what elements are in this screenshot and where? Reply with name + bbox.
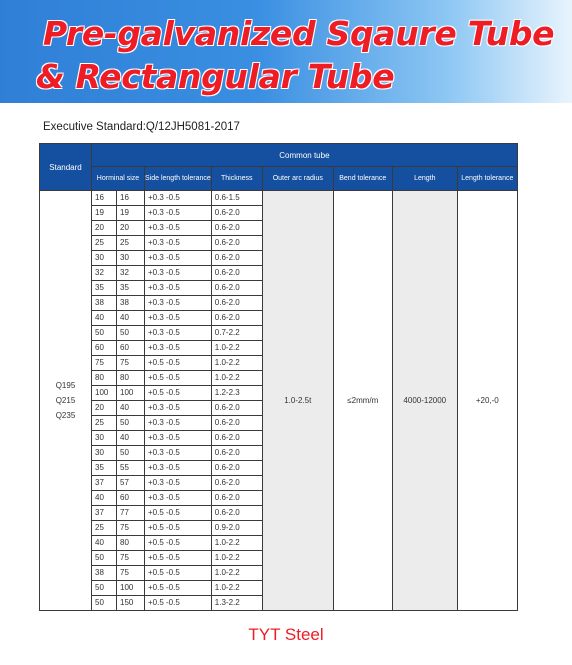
spec-table-body <box>40 191 518 611</box>
cell-size-b: 75 <box>117 521 145 536</box>
cell-thickness: 0.6-2.0 <box>211 476 262 491</box>
cell-thickness: 1.0-2.2 <box>211 551 262 566</box>
cell-size-a: 38 <box>92 296 117 311</box>
cell-thickness: 1.0-2.2 <box>211 581 262 596</box>
cell-thickness: 0.6-2.0 <box>211 266 262 281</box>
cell-size-b: 50 <box>117 416 145 431</box>
cell-side-tolerance: +0.3 -0.5 <box>145 491 212 506</box>
cell-side-tolerance: +0.5 -0.5 <box>145 536 212 551</box>
cell-side-tolerance: +0.3 -0.5 <box>145 296 212 311</box>
cell-side-tolerance: +0.3 -0.5 <box>145 311 212 326</box>
cell-size-b: 35 <box>117 281 145 296</box>
cell-side-tolerance: +0.3 -0.5 <box>145 251 212 266</box>
cell-side-tolerance: +0.5 -0.5 <box>145 371 212 386</box>
cell-side-tolerance: +0.5 -0.5 <box>145 551 212 566</box>
banner-title-line2: & Rectangular Tube <box>36 57 395 96</box>
cell-size-a: 75 <box>92 356 117 371</box>
cell-side-tolerance: +0.3 -0.5 <box>145 461 212 476</box>
cell-size-b: 25 <box>117 236 145 251</box>
cell-thickness: 0.6-2.0 <box>211 251 262 266</box>
header-common-tube: Common tube <box>92 144 518 167</box>
standard-grade: Q235 <box>55 411 76 420</box>
cell-size-b: 75 <box>117 566 145 581</box>
cell-size-a: 80 <box>92 371 117 386</box>
cell-thickness: 1.0-2.2 <box>211 356 262 371</box>
banner-title-line1: Pre-galvanized Sqaure Tube <box>43 14 555 53</box>
cell-size-b: 20 <box>117 221 145 236</box>
cell-thickness: 0.6-1.5 <box>211 191 262 206</box>
cell-size-b: 30 <box>117 251 145 266</box>
cell-size-a: 30 <box>92 446 117 461</box>
cell-size-b: 60 <box>117 341 145 356</box>
cell-thickness: 0.6-2.0 <box>211 296 262 311</box>
spec-table <box>39 143 518 611</box>
cell-size-b: 80 <box>117 371 145 386</box>
cell-size-a: 20 <box>92 401 117 416</box>
cell-size-a: 30 <box>92 431 117 446</box>
cell-side-tolerance: +0.3 -0.5 <box>145 431 212 446</box>
cell-side-tolerance: +0.3 -0.5 <box>145 326 212 341</box>
cell-size-b: 40 <box>117 311 145 326</box>
title-banner <box>0 0 572 103</box>
cell-thickness: 0.6-2.0 <box>211 401 262 416</box>
cell-side-tolerance: +0.5 -0.5 <box>145 521 212 536</box>
cell-size-b: 75 <box>117 356 145 371</box>
cell-size-a: 30 <box>92 251 117 266</box>
header-side-length-tolerance: Side length tolerance <box>145 167 212 191</box>
cell-size-b: 50 <box>117 326 145 341</box>
cell-thickness: 1.0-2.2 <box>211 566 262 581</box>
cell-size-a: 40 <box>92 536 117 551</box>
header-nominal-size: Horminal size <box>92 167 145 191</box>
cell-size-a: 35 <box>92 461 117 476</box>
length-tolerance-cell: +20,-0 <box>457 191 517 611</box>
outer-arc-radius-cell: 1.0-2.5t <box>262 191 333 611</box>
cell-size-b: 19 <box>117 206 145 221</box>
cell-size-a: 25 <box>92 416 117 431</box>
cell-side-tolerance: +0.3 -0.5 <box>145 341 212 356</box>
cell-size-a: 50 <box>92 551 117 566</box>
cell-size-a: 60 <box>92 341 117 356</box>
cell-thickness: 0.7-2.2 <box>211 326 262 341</box>
cell-size-b: 55 <box>117 461 145 476</box>
cell-size-b: 75 <box>117 551 145 566</box>
cell-thickness: 0.6-2.0 <box>211 281 262 296</box>
cell-side-tolerance: +0.3 -0.5 <box>145 476 212 491</box>
length-cell: 4000-12000 <box>392 191 457 611</box>
cell-size-b: 57 <box>117 476 145 491</box>
cell-thickness: 0.6-2.0 <box>211 431 262 446</box>
cell-size-a: 16 <box>92 191 117 206</box>
cell-side-tolerance: +0.3 -0.5 <box>145 401 212 416</box>
cell-thickness: 0.6-2.0 <box>211 446 262 461</box>
cell-size-b: 16 <box>117 191 145 206</box>
standard-grade: Q215 <box>55 396 76 405</box>
cell-size-b: 38 <box>117 296 145 311</box>
cell-thickness: 0.6-2.0 <box>211 491 262 506</box>
cell-thickness: 0.6-2.0 <box>211 206 262 221</box>
header-length: Length <box>392 167 457 191</box>
cell-side-tolerance: +0.3 -0.5 <box>145 446 212 461</box>
cell-size-a: 19 <box>92 206 117 221</box>
cell-thickness: 0.9-2.0 <box>211 521 262 536</box>
cell-side-tolerance: +0.5 -0.5 <box>145 506 212 521</box>
standard-grade: Q195 <box>55 381 76 390</box>
cell-thickness: 0.6-2.0 <box>211 416 262 431</box>
header-standard: Standard <box>40 144 92 191</box>
cell-size-a: 25 <box>92 236 117 251</box>
cell-size-a: 100 <box>92 386 117 401</box>
cell-size-b: 32 <box>117 266 145 281</box>
cell-side-tolerance: +0.3 -0.5 <box>145 221 212 236</box>
executive-standard-label: Executive Standard:Q/12JH5081-2017 <box>43 121 240 133</box>
cell-thickness: 1.3-2.2 <box>211 596 262 611</box>
header-thickness: Thickness <box>211 167 262 191</box>
cell-side-tolerance: +0.5 -0.5 <box>145 386 212 401</box>
cell-size-a: 32 <box>92 266 117 281</box>
cell-size-a: 40 <box>92 491 117 506</box>
cell-thickness: 0.6-2.0 <box>211 506 262 521</box>
cell-side-tolerance: +0.3 -0.5 <box>145 236 212 251</box>
header-length-tolerance: Length tolerance <box>457 167 517 191</box>
cell-size-a: 40 <box>92 311 117 326</box>
cell-thickness: 0.6-2.0 <box>211 221 262 236</box>
cell-thickness: 0.6-2.0 <box>211 311 262 326</box>
cell-side-tolerance: +0.3 -0.5 <box>145 281 212 296</box>
cell-side-tolerance: +0.3 -0.5 <box>145 191 212 206</box>
cell-size-b: 40 <box>117 401 145 416</box>
cell-size-b: 40 <box>117 431 145 446</box>
cell-thickness: 1.0-2.2 <box>211 371 262 386</box>
standard-grades-cell <box>40 191 92 611</box>
cell-size-a: 38 <box>92 566 117 581</box>
cell-size-a: 50 <box>92 581 117 596</box>
cell-thickness: 1.0-2.2 <box>211 536 262 551</box>
cell-thickness: 1.0-2.2 <box>211 341 262 356</box>
cell-thickness: 0.6-2.0 <box>211 236 262 251</box>
cell-size-b: 100 <box>117 581 145 596</box>
cell-size-a: 50 <box>92 596 117 611</box>
cell-side-tolerance: +0.5 -0.5 <box>145 566 212 581</box>
header-outer-arc-radius: Outer arc radius <box>262 167 333 191</box>
cell-size-a: 37 <box>92 506 117 521</box>
cell-side-tolerance: +0.3 -0.5 <box>145 206 212 221</box>
cell-size-b: 80 <box>117 536 145 551</box>
cell-thickness: 1.2-2.3 <box>211 386 262 401</box>
cell-side-tolerance: +0.5 -0.5 <box>145 596 212 611</box>
cell-size-a: 35 <box>92 281 117 296</box>
bend-tolerance-cell: ≤2mm/m <box>333 191 392 611</box>
cell-side-tolerance: +0.5 -0.5 <box>145 356 212 371</box>
cell-size-b: 50 <box>117 446 145 461</box>
cell-thickness: 0.6-2.0 <box>211 461 262 476</box>
table-row <box>40 191 518 206</box>
cell-size-a: 20 <box>92 221 117 236</box>
cell-side-tolerance: +0.5 -0.5 <box>145 581 212 596</box>
cell-side-tolerance: +0.3 -0.5 <box>145 266 212 281</box>
cell-side-tolerance: +0.3 -0.5 <box>145 416 212 431</box>
cell-size-b: 77 <box>117 506 145 521</box>
cell-size-b: 150 <box>117 596 145 611</box>
header-bend-tolerance: Bend tolerance <box>333 167 392 191</box>
cell-size-a: 25 <box>92 521 117 536</box>
cell-size-b: 100 <box>117 386 145 401</box>
cell-size-a: 37 <box>92 476 117 491</box>
footer-brand: TYT Steel <box>248 625 324 644</box>
cell-size-b: 60 <box>117 491 145 506</box>
cell-size-a: 50 <box>92 326 117 341</box>
